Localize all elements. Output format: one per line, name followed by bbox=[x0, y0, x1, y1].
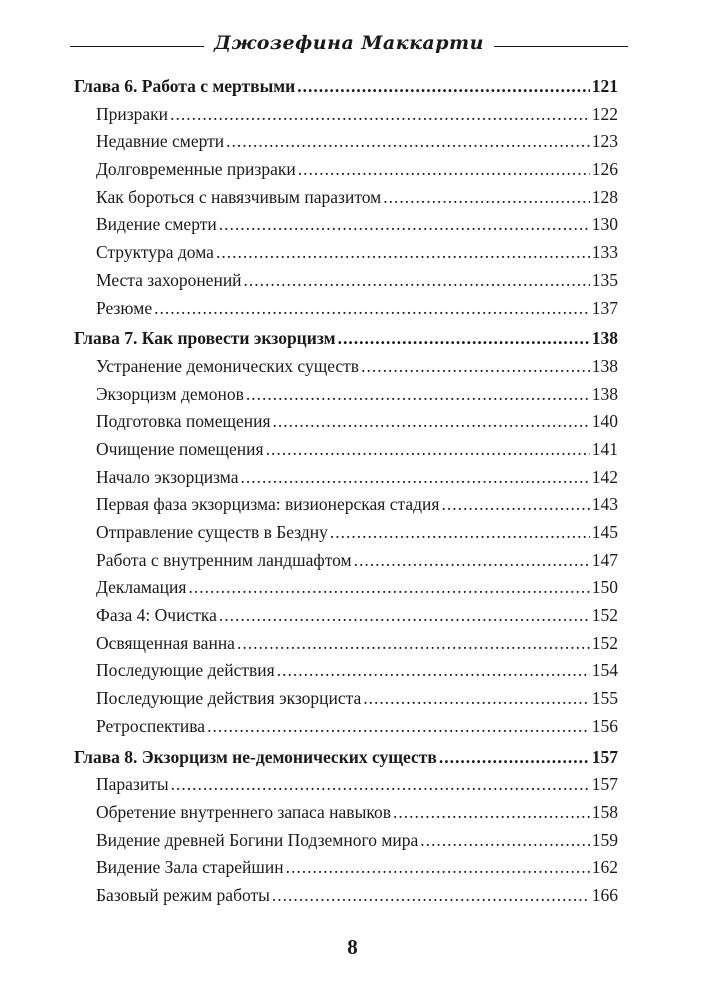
toc-entry[interactable] bbox=[74, 381, 618, 409]
entry-page: 147 bbox=[591, 549, 618, 570]
dot-leader bbox=[286, 854, 590, 882]
entry-page: 143 bbox=[591, 494, 618, 515]
toc-entry[interactable] bbox=[74, 547, 618, 575]
dot-leader bbox=[154, 295, 590, 323]
chapter-page: 121 bbox=[591, 76, 618, 96]
dot-leader bbox=[361, 353, 590, 381]
dot-leader bbox=[171, 771, 590, 799]
dot-leader bbox=[272, 882, 590, 910]
dot-leader bbox=[237, 630, 590, 658]
entry-page: 128 bbox=[591, 186, 618, 207]
entry-title: Места захоронений bbox=[96, 269, 242, 290]
entry-page: 138 bbox=[591, 383, 618, 404]
dot-leader bbox=[277, 657, 590, 685]
entry-page: 137 bbox=[591, 297, 618, 318]
entry-title: Обретение внутреннего запаса навыков bbox=[96, 801, 391, 822]
entry-title: Фаза 4: Очистка bbox=[96, 605, 217, 626]
entry-title: Базовый режим работы bbox=[96, 884, 270, 905]
toc-entry[interactable] bbox=[74, 630, 618, 658]
entry-title: Декламация bbox=[96, 577, 187, 598]
toc-entry[interactable] bbox=[74, 408, 618, 436]
dot-leader bbox=[297, 73, 589, 101]
entry-title: Последующие действия bbox=[96, 660, 275, 681]
entry-page: 138 bbox=[591, 355, 618, 376]
dot-leader bbox=[188, 574, 589, 602]
chapter-page: 157 bbox=[591, 746, 618, 767]
table-of-contents bbox=[74, 73, 618, 910]
entry-title: Начало экзорцизма bbox=[96, 466, 239, 487]
dot-leader bbox=[439, 744, 590, 772]
entry-title: Очищение помещения bbox=[96, 438, 264, 459]
dot-leader bbox=[226, 128, 590, 156]
dot-leader bbox=[441, 491, 589, 519]
chapter-page: 138 bbox=[591, 328, 618, 349]
entry-page: 152 bbox=[591, 605, 618, 626]
chapter-title: Глава 6. Работа с мертвыми bbox=[74, 76, 296, 96]
entry-title: Устранение демонических существ bbox=[96, 355, 360, 376]
dot-leader bbox=[244, 267, 590, 295]
entry-page: 154 bbox=[591, 660, 618, 681]
entry-title: Работа с внутренним ландшафтом bbox=[96, 549, 352, 570]
entry-page: 145 bbox=[591, 522, 618, 542]
entry-page: 159 bbox=[591, 829, 618, 850]
entry-page: 158 bbox=[591, 801, 618, 822]
entry-title: Паразиты bbox=[96, 774, 169, 795]
toc-entry[interactable] bbox=[74, 827, 618, 855]
entry-title: Первая фаза экзорцизма: визионерская стадия bbox=[96, 494, 440, 515]
chapter-title: Глава 8. Экзорцизм не-демонических существ bbox=[74, 746, 437, 767]
toc-entry[interactable] bbox=[74, 101, 618, 129]
toc-entry[interactable] bbox=[74, 602, 618, 630]
toc-entry[interactable] bbox=[74, 799, 618, 827]
entry-title: Ретроспектива bbox=[96, 715, 206, 736]
entry-page: 150 bbox=[591, 577, 618, 598]
entry-page: 162 bbox=[591, 857, 618, 878]
dot-leader bbox=[338, 325, 590, 353]
page-number: 8 bbox=[347, 935, 358, 959]
entry-page: 123 bbox=[591, 131, 618, 152]
entry-page: 152 bbox=[591, 632, 618, 653]
toc-chapter[interactable] bbox=[74, 744, 618, 772]
dot-leader bbox=[273, 408, 590, 436]
toc-entry[interactable] bbox=[74, 267, 618, 295]
dot-leader bbox=[383, 184, 590, 212]
dot-leader bbox=[170, 101, 590, 129]
entry-title: Недавние смерти bbox=[96, 131, 225, 152]
entry-title: Видение древней Богини Подземного мира bbox=[96, 829, 419, 850]
toc-entry[interactable] bbox=[74, 353, 618, 381]
entry-title: Структура дома bbox=[96, 242, 214, 263]
entry-title: Резюме bbox=[96, 297, 153, 318]
toc-entry[interactable] bbox=[74, 156, 618, 184]
entry-page: 135 bbox=[591, 269, 618, 290]
toc-entry[interactable] bbox=[74, 882, 618, 910]
toc-chapter[interactable] bbox=[74, 73, 618, 101]
toc-entry[interactable] bbox=[74, 771, 618, 799]
entry-page: 126 bbox=[591, 159, 618, 180]
entry-title: Подготовка помещения bbox=[96, 411, 271, 432]
entry-page: 140 bbox=[591, 411, 618, 432]
entry-title: Долговременные призраки bbox=[96, 159, 296, 180]
entry-page: 156 bbox=[591, 715, 618, 736]
entry-page: 155 bbox=[591, 688, 618, 709]
toc-entry[interactable] bbox=[74, 295, 618, 323]
header-author: Джозефина Маккарти bbox=[204, 32, 494, 54]
dot-leader bbox=[241, 464, 590, 492]
dot-leader bbox=[354, 547, 590, 575]
toc-entry[interactable] bbox=[74, 184, 618, 212]
dot-leader bbox=[219, 211, 590, 239]
toc-chapter[interactable] bbox=[74, 325, 618, 353]
toc-entry[interactable] bbox=[74, 854, 618, 882]
dot-leader bbox=[216, 239, 590, 267]
dot-leader bbox=[219, 602, 590, 630]
entry-page: 141 bbox=[591, 438, 618, 459]
entry-page: 122 bbox=[591, 103, 618, 124]
entry-page: 130 bbox=[591, 214, 618, 235]
dot-leader bbox=[420, 827, 589, 855]
entry-title: Призраки bbox=[96, 103, 169, 124]
entry-page: 166 bbox=[591, 884, 618, 905]
toc-entry[interactable] bbox=[74, 491, 618, 519]
entry-page: 133 bbox=[591, 242, 618, 263]
dot-leader bbox=[393, 799, 590, 827]
entry-page: 142 bbox=[591, 466, 618, 487]
toc-entry[interactable] bbox=[74, 211, 618, 239]
entry-title: Как бороться с навязчивым паразитом bbox=[96, 186, 382, 207]
entry-title: Видение Зала старейшин bbox=[96, 857, 284, 878]
dot-leader bbox=[363, 685, 589, 713]
running-header bbox=[70, 29, 628, 65]
dot-leader bbox=[266, 436, 590, 464]
toc-entry[interactable] bbox=[74, 713, 618, 741]
dot-leader bbox=[330, 519, 590, 547]
chapter-title: Глава 7. Как провести экзорцизм bbox=[74, 328, 336, 349]
dot-leader bbox=[298, 156, 590, 184]
dot-leader bbox=[246, 381, 590, 409]
entry-title: Освященная ванна bbox=[96, 632, 235, 653]
entry-title: Отправление существ в Бездну bbox=[96, 522, 328, 542]
entry-title: Последующие действия экзорциста bbox=[96, 688, 362, 709]
toc-entry[interactable] bbox=[74, 239, 618, 267]
toc-entry[interactable] bbox=[74, 519, 618, 547]
toc-entry[interactable] bbox=[74, 574, 618, 602]
entry-title: Экзорцизм демонов bbox=[96, 383, 244, 404]
toc-entry[interactable] bbox=[74, 657, 618, 685]
toc-entry[interactable] bbox=[74, 464, 618, 492]
toc-entry[interactable] bbox=[74, 128, 618, 156]
dot-leader bbox=[207, 713, 590, 741]
toc-entry[interactable] bbox=[74, 436, 618, 464]
toc-entry[interactable] bbox=[74, 685, 618, 713]
entry-title: Видение смерти bbox=[96, 214, 217, 235]
entry-page: 157 bbox=[591, 774, 618, 795]
